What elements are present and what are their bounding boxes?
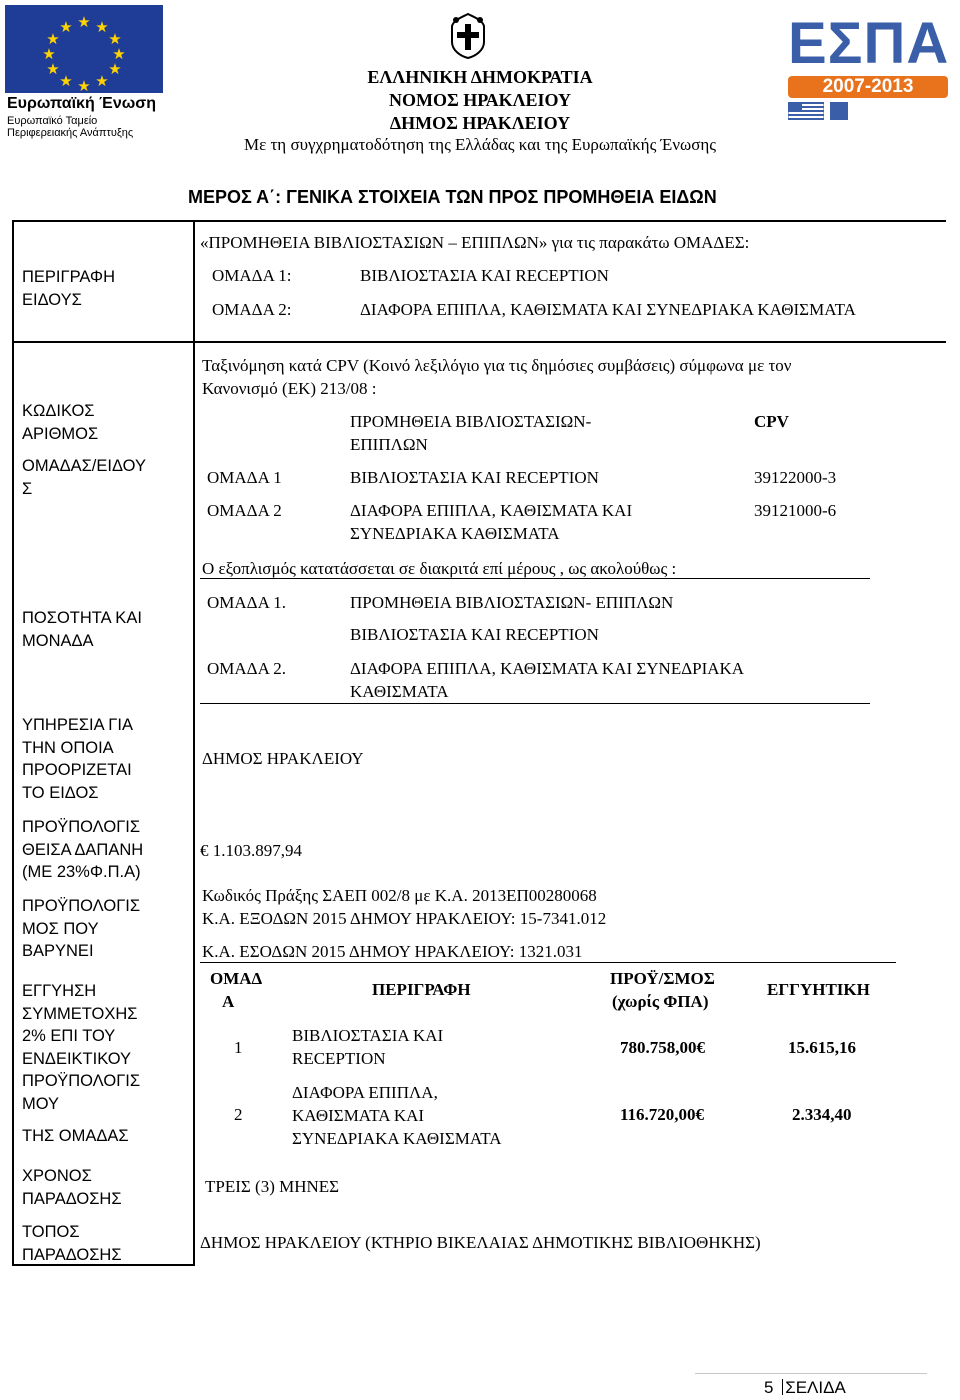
svg-text:★: ★: [95, 72, 109, 90]
charged-line-3: Κ.Α. ΕΣΟΔΩΝ 2015 ΔΗΜΟΥ ΗΡΑΚΛΕΙΟΥ: 1321.031: [202, 942, 583, 961]
cpv-row-2-desc-line-1: ΔΙΑΦΟΡΑ ΕΠΙΠΛΑ, ΚΑΘΙΣΜΑΤΑ ΚΑΙ: [350, 501, 633, 520]
eu-logo-name: Ευρωπαϊκή Ένωση: [7, 95, 156, 112]
guarantee-col-description: ΠΕΡΙΓΡΑΦΗ: [372, 980, 471, 999]
espa-logo: [778, 12, 958, 122]
header-line-3: ΔΗΜΟΣ ΗΡΑΚΛΕΙΟΥ: [389, 113, 571, 133]
guarantee-row-2-guarantee: 2.334,40: [792, 1105, 852, 1124]
guarantee-row-2-desc-line-3: ΣΥΝΕΔΡΙΑΚΑ ΚΑΘΙΣΜΑΤΑ: [292, 1129, 502, 1148]
quantity-group-2-label: ΟΜΑΔΑ 2.: [207, 659, 286, 678]
left-bottom-rule: [12, 1264, 195, 1266]
cpv-row-2-group: ΟΜΑΔΑ 2: [207, 501, 282, 520]
guarantee-row-1-desc-line-1: ΒΙΒΛΙΟΣΤΑΣΙΑ ΚΑΙ: [292, 1026, 444, 1045]
cpv-head-title-line-1: ΠΡΟΜΗΘΕΙΑ ΒΙΒΛΙΟΣΤΑΣΙΩΝ-: [350, 412, 592, 431]
description-left-rule: [12, 220, 14, 343]
eu-logo-fund-line2: Περιφερειακής Ανάπτυξης: [7, 127, 134, 139]
svg-text:★: ★: [46, 30, 60, 48]
svg-text:★: ★: [108, 30, 122, 48]
left-border-rule: [12, 343, 14, 1265]
cpv-intro-line-2: Κανονισμό (ΕΚ) 213/08 :: [202, 379, 377, 398]
guarantee-row-2-desc-line-2: ΚΑΘΙΣΜΑΤΑ ΚΑΙ: [292, 1106, 425, 1125]
label-service: ΥΠΗΡΕΣΙΑ ΓΙΑ ΤΗΝ ΟΠΟΙΑ ΠΡΟΟΡΙΖΕΤΑΙ ΤΟ ΕΙΔΟΣ: [22, 716, 133, 802]
quantity-top-rule: [200, 578, 870, 579]
guarantee-row-2-budget: 116.720,00€: [620, 1105, 705, 1124]
label-guarantee: ΕΓΓΥΗΣΗ ΣΥΜΜΕΤΟΧΗΣ 2% ΕΠΙ ΤΟΥ ΕΝΔΕΙΚΤΙΚΟΥ ΠΡΟΫΠΟΛΟΓΙΣ ΜΟΥ ΤΗΣ ΟΜΑΔΑΣ: [22, 982, 141, 1145]
description-intro: «ΠΡΟΜΗΘΕΙΑ ΒΙΒΛΙΟΣΤΑΣΙΩΝ – ΕΠΙΠΛΩΝ» για τις παρακάτω ΟΜΑΔΕΣ:: [200, 233, 750, 252]
footer-page-number: 5: [764, 1378, 774, 1397]
svg-text:★: ★: [46, 60, 60, 78]
delivery-time-value: ΤΡΕΙΣ (3) ΜΗΝΕΣ: [205, 1177, 340, 1196]
svg-text:★: ★: [59, 18, 73, 36]
guarantee-col-guarantee: ΕΓΓΥΗΤΙΚΗ: [767, 980, 870, 999]
greek-flag-icon: [788, 102, 824, 120]
cpv-row-1-desc: ΒΙΒΛΙΟΣΤΑΣΙΑ ΚΑΙ RECEPTION: [350, 468, 599, 487]
header-line-2: ΝΟΜΟΣ ΗΡΑΚΛΕΙΟΥ: [388, 90, 572, 110]
quantity-group-2-line-2: ΚΑΘΙΣΜΑΤΑ: [350, 682, 449, 701]
guarantee-row-1-guarantee: 15.615,16: [788, 1038, 856, 1057]
eu-mini-flag-icon: [830, 102, 848, 120]
eu-logo: [5, 5, 165, 139]
service-value: ΔΗΜΟΣ ΗΡΑΚΛΕΙΟΥ: [202, 749, 364, 768]
guarantee-row-1-budget: 780.758,00€: [620, 1038, 705, 1057]
description-top-rule: [12, 220, 946, 222]
header-cofinancing-line: Με τη συγχρηματοδότηση της Ελλάδας και της Ευρωπαϊκής Ένωσης: [243, 135, 717, 154]
eu-logo-fund-line1: Ευρωπαϊκό Ταμείο: [7, 115, 98, 127]
guarantee-col-budget-line-1: ΠΡΟΫ/ΣΜΟΣ: [610, 969, 715, 988]
cpv-row-1-group: ΟΜΑΔΑ 1: [207, 468, 282, 487]
description-group-2-text: ΔΙΑΦΟΡΑ ΕΠΙΠΛΑ, ΚΑΘΙΣΜΑΤΑ ΚΑΙ ΣΥΝΕΔΡΙΑΚΑ ΚΑΘΙΣΜΑΤΑ: [360, 300, 856, 319]
delivery-place-value: ΔΗΜΟΣ ΗΡΑΚΛΕΙΟΥ (ΚΤΗΡΙΟ ΒΙΚΕΛΑΙΑΣ ΔΗΜΟΤΙΚΗΣ ΒΙΒΛΙΟΘΗΚΗΣ): [200, 1233, 761, 1252]
svg-text:★: ★: [108, 60, 122, 78]
espa-logo-name: ΕΣΠΑ: [788, 11, 950, 76]
footer-page-word: ΣΕΛΙΔΑ: [785, 1378, 846, 1397]
label-delivery-time: ΧΡΟΝΟΣ ΠΑΡΑΔΟΣΗΣ: [22, 1167, 122, 1208]
budget-value: € 1.103.897,94: [200, 841, 302, 860]
svg-text:★: ★: [95, 18, 109, 36]
quantity-group-1-line-1: ΠΡΟΜΗΘΕΙΑ ΒΙΒΛΙΟΣΤΑΣΙΩΝ- ΕΠΙΠΛΩΝ: [350, 593, 674, 612]
charged-line-1: Κωδικός Πράξης ΣΑΕΠ 002/8 με Κ.Α. 2013ΕΠ00280068: [202, 886, 597, 905]
label-description: ΠΕΡΙΓΡΑΦΗ ΕΙΔΟΥΣ: [22, 268, 115, 309]
cpv-row-2-desc-line-2: ΣΥΝΕΔΡΙΑΚΑ ΚΑΘΙΣΜΑΤΑ: [350, 524, 560, 543]
header-line-1: ΕΛΛΗΝΙΚΗ ΔΗΜΟΚΡΑΤΙΑ: [367, 67, 593, 87]
guarantee-col-group-line-1: ΟΜΑΔ: [210, 969, 263, 988]
section-title: ΜΕΡΟΣ Α΄: ΓΕΝΙΚΑ ΣΤΟΙΧΕΙΑ ΤΩΝ ΠΡΟΣ ΠΡΟΜΗΘΕΙΑ ΕΙΔΩΝ: [188, 187, 717, 207]
description-group-2-label: ΟΜΑΔΑ 2:: [212, 300, 292, 319]
charged-line-2: Κ.Α. ΕΞΟΔΩΝ 2015 ΔΗΜΟΥ ΗΡΑΚΛΕΙΟΥ: 15-7341.012: [202, 909, 607, 928]
footer-rule: [695, 1373, 927, 1374]
guarantee-row-1-group: 1: [234, 1038, 243, 1057]
footer-divider: [782, 1379, 783, 1395]
svg-text:★: ★: [112, 45, 126, 63]
cpv-row-2-code: 39121000-6: [754, 501, 837, 520]
svg-text:★: ★: [77, 77, 91, 95]
guarantee-row-2-group: 2: [234, 1105, 243, 1124]
label-column-rule: [193, 343, 195, 1265]
cpv-row-1-code: 39122000-3: [754, 468, 837, 487]
cpv-head-code: CPV: [754, 412, 789, 431]
description-group-1-text: ΒΙΒΛΙΟΣΤΑΣΙΑ ΚΑΙ RECEPTION: [360, 266, 609, 285]
guarantee-row-2-desc-line-1: ΔΙΑΦΟΡΑ ΕΠΙΠΛΑ,: [292, 1083, 438, 1102]
label-budget: ΠΡΟΫΠΟΛΟΓΙΣ ΘΕΙΣΑ ΔΑΠΑΝΗ (ΜΕ 23%Φ.Π.Α): [22, 818, 144, 881]
quantity-group-1-line-2: ΒΙΒΛΙΟΣΤΑΣΙΑ ΚΑΙ RECEPTION: [350, 625, 599, 644]
description-group-1-label: ΟΜΑΔΑ 1:: [212, 266, 292, 285]
guarantee-row-1-desc-line-2: RECEPTION: [292, 1049, 386, 1068]
footer-page-indicator: [764, 1378, 846, 1398]
description-bottom-rule: [12, 341, 946, 343]
svg-text:★: ★: [59, 72, 73, 90]
cpv-head-title-line-2: ΕΠΙΠΛΩΝ: [350, 435, 428, 454]
label-cpv-code: ΚΩΔΙΚΟΣ ΑΡΙΘΜΟΣ ΟΜΑΔΑΣ/ΕΙΔΟΥ Σ: [22, 402, 146, 498]
guarantee-table-top-rule: [200, 962, 896, 963]
quantity-group-1-label: ΟΜΑΔΑ 1.: [207, 593, 286, 612]
espa-logo-years: 2007-2013: [822, 76, 914, 97]
description-mid-rule: [193, 220, 195, 343]
label-charged-budget: ΠΡΟΫΠΟΛΟΓΙΣ ΜΟΣ ΠΟΥ ΒΑΡΥΝΕΙ: [22, 897, 141, 960]
svg-text:★: ★: [42, 45, 56, 63]
cpv-intro-line-1: Ταξινόμηση κατά CPV (Κοινό λεξιλόγιο για τις δημόσιες συμβάσεις) σύμφωνα με τον: [202, 356, 792, 375]
quantity-group-2-line-1: ΔΙΑΦΟΡΑ ΕΠΙΠΛΑ, ΚΑΘΙΣΜΑΤΑ ΚΑΙ ΣΥΝΕΔΡΙΑΚΑ: [350, 659, 745, 678]
guarantee-col-group-line-2: Α: [222, 992, 235, 1011]
label-quantity: ΠΟΣΟΤΗΤΑ ΚΑΙ ΜΟΝΑΔΑ: [22, 609, 142, 650]
quantity-intro: Ο εξοπλισμός κατατάσσεται σε διακριτά επί μέρους , ως ακολούθως :: [202, 559, 677, 578]
label-delivery-place: ΤΟΠΟΣ ΠΑΡΑΔΟΣΗΣ: [22, 1223, 122, 1264]
guarantee-col-budget-line-2: (χωρίς ΦΠΑ): [612, 992, 709, 1011]
svg-text:★: ★: [77, 13, 91, 31]
quantity-bottom-rule: [200, 703, 870, 704]
greek-emblem-icon: [448, 12, 488, 60]
